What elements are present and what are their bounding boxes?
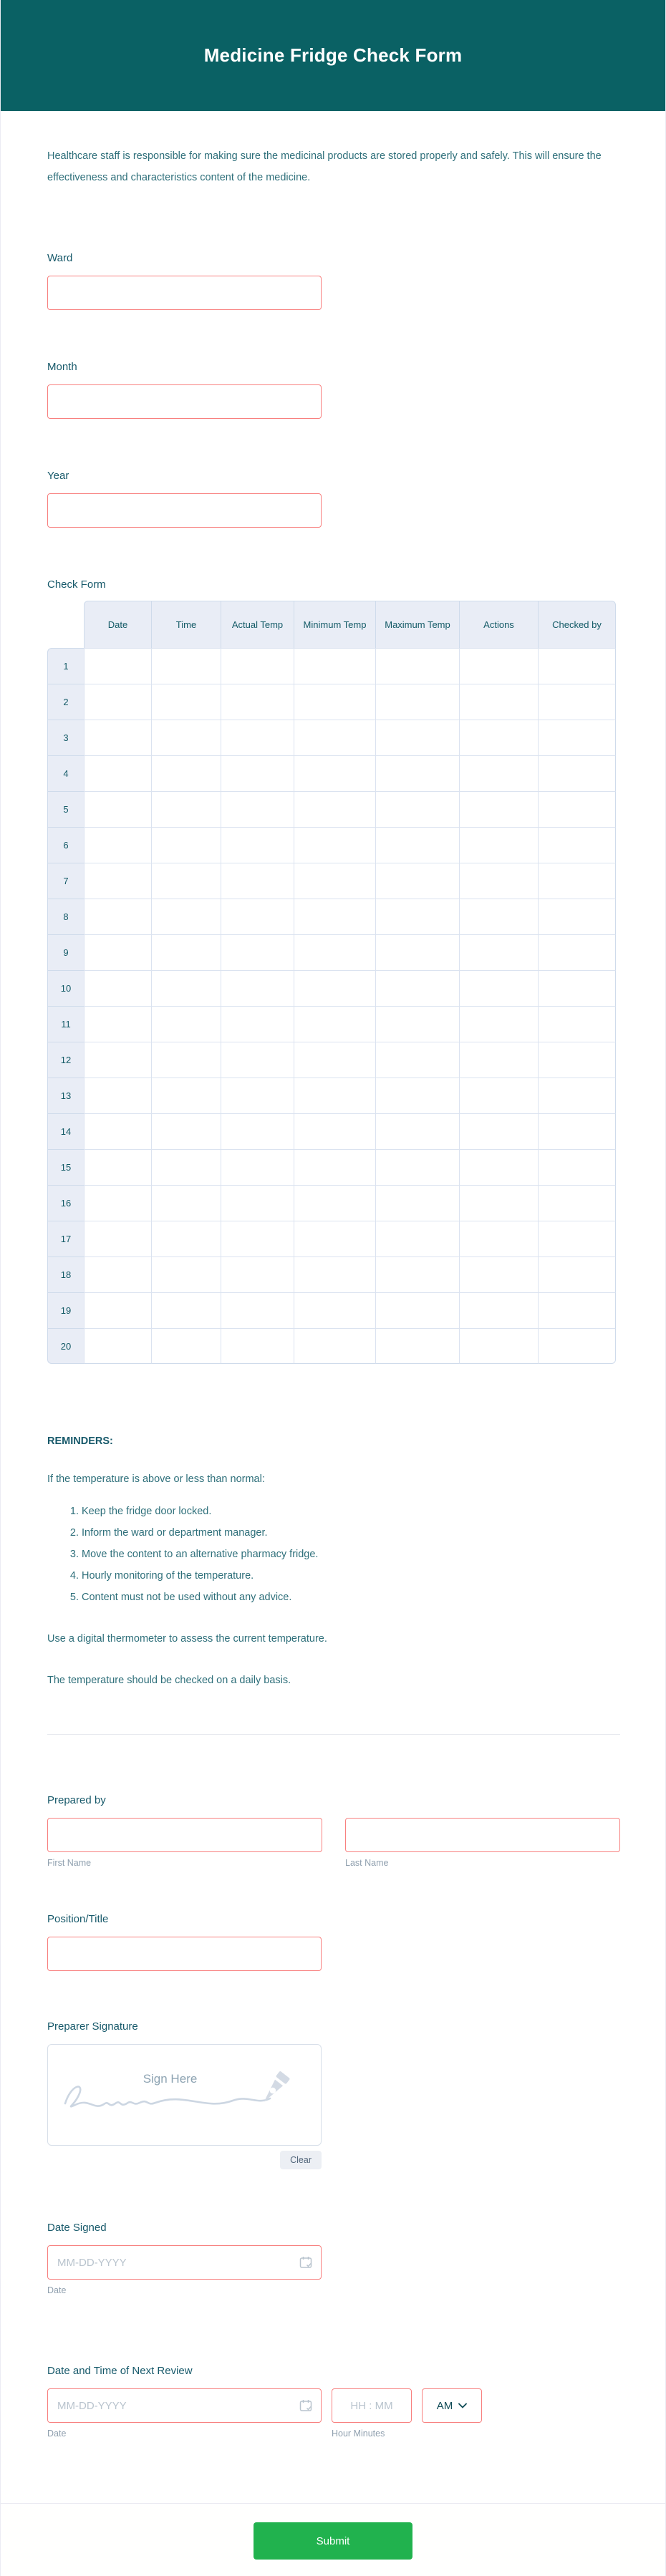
check-cell-date[interactable] [84, 1113, 151, 1149]
check-cell-date[interactable] [84, 934, 151, 970]
row-number: 13 [47, 1078, 84, 1113]
row-number: 6 [47, 827, 84, 863]
row-number: 7 [47, 863, 84, 899]
reminders-intro: If the temperature is above or less than normal: [47, 1473, 265, 1485]
section-divider [47, 1734, 620, 1735]
check-cell-time[interactable] [151, 863, 221, 899]
table-row [47, 899, 616, 934]
check-cell-actions[interactable] [459, 1078, 538, 1113]
check-cell-actual-temp[interactable] [221, 1078, 294, 1113]
table-row [47, 755, 616, 791]
check-cell-maximum-temp[interactable] [375, 863, 459, 899]
row-number: 11 [47, 1006, 84, 1042]
check-cell-minimum-temp[interactable] [294, 863, 375, 899]
check-cell-actions[interactable] [459, 1006, 538, 1042]
form-body [1, 111, 665, 2503]
next-review-sublabels [47, 2429, 619, 2439]
reminder-item: 4. Hourly monitoring of the temperature. [82, 1565, 619, 1587]
check-cell-actions[interactable] [459, 684, 538, 720]
ward-label: Ward [47, 252, 73, 264]
check-cell-minimum-temp[interactable] [294, 1185, 375, 1221]
next-review-label: Date and Time of Next Review [47, 2365, 193, 2377]
check-cell-date[interactable] [84, 791, 151, 827]
check-cell-actions[interactable] [459, 1256, 538, 1292]
month-input[interactable] [47, 384, 322, 419]
row-number: 1 [47, 648, 84, 684]
check-cell-actual-temp[interactable] [221, 863, 294, 899]
check-cell-time[interactable] [151, 1113, 221, 1149]
check-cell-actions[interactable] [459, 1113, 538, 1149]
check-cell-minimum-temp[interactable] [294, 827, 375, 863]
table-row [47, 1292, 616, 1328]
check-cell-time[interactable] [151, 899, 221, 934]
check-cell-minimum-temp[interactable] [294, 899, 375, 934]
check-cell-time[interactable] [151, 1078, 221, 1113]
check-cell-actual-temp[interactable] [221, 1149, 294, 1185]
check-cell-maximum-temp[interactable] [375, 1149, 459, 1185]
table-row [47, 970, 616, 1006]
check-cell-date[interactable] [84, 899, 151, 934]
check-cell-minimum-temp[interactable] [294, 755, 375, 791]
first-name-sublabel: First Name [47, 1858, 92, 1868]
check-cell-actual-temp[interactable] [221, 1185, 294, 1221]
check-cell-actions[interactable] [459, 1328, 538, 1364]
row-number: 8 [47, 899, 84, 934]
year-field [47, 469, 619, 528]
table-row [47, 1185, 616, 1221]
check-cell-actions[interactable] [459, 648, 538, 684]
check-cell-checked-by[interactable] [538, 1078, 616, 1113]
check-cell-date[interactable] [84, 1042, 151, 1078]
check-cell-date[interactable] [84, 863, 151, 899]
date-signed-sublabel: Date [47, 2285, 67, 2295]
check-cell-minimum-temp[interactable] [294, 1149, 375, 1185]
check-cell-time[interactable] [151, 1256, 221, 1292]
check-cell-maximum-temp[interactable] [375, 755, 459, 791]
year-input[interactable] [47, 493, 322, 528]
check-cell-actions[interactable] [459, 899, 538, 934]
next-review-row [47, 2388, 619, 2423]
check-form-table [47, 601, 616, 1364]
row-number: 19 [47, 1292, 84, 1328]
check-cell-maximum-temp[interactable] [375, 720, 459, 755]
check-cell-minimum-temp[interactable] [294, 1256, 375, 1292]
row-number: 14 [47, 1113, 84, 1149]
date-signed-field [47, 2221, 619, 2295]
check-cell-checked-by[interactable] [538, 1149, 616, 1185]
check-cell-minimum-temp[interactable] [294, 648, 375, 684]
check-cell-date[interactable] [84, 1185, 151, 1221]
check-cell-time[interactable] [151, 648, 221, 684]
check-table-header [47, 601, 616, 648]
check-cell-actual-temp[interactable] [221, 1328, 294, 1364]
check-cell-time[interactable] [151, 1149, 221, 1185]
column-header-checked-by: Checked by [538, 601, 616, 648]
last-name-input[interactable] [345, 1818, 620, 1852]
table-row [47, 1328, 616, 1364]
check-cell-minimum-temp[interactable] [294, 791, 375, 827]
check-cell-checked-by[interactable] [538, 1113, 616, 1149]
calendar-icon[interactable] [299, 2398, 313, 2413]
ward-field [47, 251, 619, 310]
check-cell-maximum-temp[interactable] [375, 791, 459, 827]
check-cell-date[interactable] [84, 970, 151, 1006]
table-row [47, 934, 616, 970]
check-form-section [47, 578, 619, 1364]
check-cell-minimum-temp[interactable] [294, 934, 375, 970]
row-number: 15 [47, 1149, 84, 1185]
last-name-col [345, 1818, 620, 1868]
check-cell-actual-temp[interactable] [221, 1292, 294, 1328]
column-header-actual-temp: Actual Temp [221, 601, 294, 648]
check-cell-checked-by[interactable] [538, 720, 616, 755]
check-cell-date[interactable] [84, 1078, 151, 1113]
check-cell-maximum-temp[interactable] [375, 1078, 459, 1113]
check-cell-maximum-temp[interactable] [375, 648, 459, 684]
check-cell-minimum-temp[interactable] [294, 1078, 375, 1113]
check-cell-time[interactable] [151, 1221, 221, 1256]
check-cell-checked-by[interactable] [538, 863, 616, 899]
date-signed-wrap [47, 2245, 322, 2280]
table-row [47, 1149, 616, 1185]
check-cell-checked-by[interactable] [538, 970, 616, 1006]
name-row [47, 1818, 619, 1868]
check-cell-checked-by[interactable] [538, 899, 616, 934]
page-title: Medicine Fridge Check Form [203, 44, 463, 66]
ampm-value: AM [436, 2399, 453, 2412]
table-row [47, 648, 616, 684]
column-header-actions: Actions [459, 601, 538, 648]
check-cell-checked-by[interactable] [538, 755, 616, 791]
check-cell-checked-by[interactable] [538, 934, 616, 970]
row-number: 9 [47, 934, 84, 970]
prepared-by-field [47, 1793, 619, 1868]
row-number: 17 [47, 1221, 84, 1256]
row-number: 4 [47, 755, 84, 791]
reminder-item: 3. Move the content to an alternative pharmacy fridge. [82, 1544, 619, 1565]
position-title-label: Position/Title [47, 1913, 109, 1925]
month-label: Month [47, 361, 77, 373]
table-row [47, 1113, 616, 1149]
check-table-body [47, 648, 616, 1364]
check-cell-actual-temp[interactable] [221, 648, 294, 684]
check-cell-checked-by[interactable] [538, 827, 616, 863]
check-cell-actual-temp[interactable] [221, 1221, 294, 1256]
check-cell-actual-temp[interactable] [221, 791, 294, 827]
reminder-item: 1. Keep the fridge door locked. [82, 1501, 619, 1522]
check-cell-actions[interactable] [459, 1149, 538, 1185]
check-cell-time[interactable] [151, 934, 221, 970]
column-header-time: Time [151, 601, 221, 648]
reminders-heading: REMINDERS: [47, 1435, 113, 1447]
table-row [47, 1042, 616, 1078]
date-signed-input[interactable] [47, 2245, 322, 2280]
row-number: 16 [47, 1185, 84, 1221]
check-cell-time[interactable] [151, 755, 221, 791]
check-cell-date[interactable] [84, 1256, 151, 1292]
check-cell-checked-by[interactable] [538, 1292, 616, 1328]
check-cell-checked-by[interactable] [538, 1328, 616, 1364]
check-cell-actions[interactable] [459, 1221, 538, 1256]
form-header [1, 0, 665, 111]
column-header-maximum-temp: Maximum Temp [375, 601, 459, 648]
first-name-col [47, 1818, 322, 1868]
check-cell-minimum-temp[interactable] [294, 1221, 375, 1256]
check-cell-date[interactable] [84, 1292, 151, 1328]
reminders-note-1: Use a digital thermometer to assess the current temperature. [47, 1633, 327, 1645]
signature-pad[interactable] [47, 2044, 322, 2146]
check-cell-time[interactable] [151, 720, 221, 755]
check-cell-actions[interactable] [459, 720, 538, 755]
row-number: 5 [47, 791, 84, 827]
check-cell-time[interactable] [151, 1185, 221, 1221]
check-cell-maximum-temp[interactable] [375, 1113, 459, 1149]
check-cell-date[interactable] [84, 1149, 151, 1185]
check-cell-date[interactable] [84, 684, 151, 720]
table-row [47, 863, 616, 899]
check-cell-maximum-temp[interactable] [375, 899, 459, 934]
year-label: Year [47, 470, 69, 482]
row-number: 20 [47, 1328, 84, 1364]
position-title-field [47, 1912, 619, 1971]
check-cell-time[interactable] [151, 827, 221, 863]
check-cell-actions[interactable] [459, 827, 538, 863]
check-cell-time[interactable] [151, 684, 221, 720]
table-row [47, 1256, 616, 1292]
check-cell-checked-by[interactable] [538, 1006, 616, 1042]
check-cell-date[interactable] [84, 827, 151, 863]
check-cell-maximum-temp[interactable] [375, 1221, 459, 1256]
check-cell-actual-temp[interactable] [221, 970, 294, 1006]
reminder-item: 2. Inform the ward or department manager. [82, 1522, 619, 1544]
prepared-by-label: Prepared by [47, 1794, 106, 1806]
check-cell-date[interactable] [84, 755, 151, 791]
column-header-date: Date [84, 601, 151, 648]
check-cell-time[interactable] [151, 1292, 221, 1328]
calendar-icon[interactable] [299, 2255, 313, 2270]
first-name-input[interactable] [47, 1818, 322, 1852]
check-cell-minimum-temp[interactable] [294, 1042, 375, 1078]
next-review-date-sublabel: Date [47, 2429, 67, 2439]
check-cell-time[interactable] [151, 791, 221, 827]
check-cell-minimum-temp[interactable] [294, 1006, 375, 1042]
next-review-time-input[interactable] [332, 2388, 412, 2423]
check-cell-actions[interactable] [459, 755, 538, 791]
check-cell-actual-temp[interactable] [221, 1256, 294, 1292]
check-cell-maximum-temp[interactable] [375, 1292, 459, 1328]
signature-squiggle-and-pen-icon [55, 2066, 313, 2124]
check-cell-time[interactable] [151, 970, 221, 1006]
check-cell-date[interactable] [84, 1006, 151, 1042]
check-form-label: Check Form [47, 578, 106, 591]
corner-cell [47, 601, 84, 648]
check-cell-actions[interactable] [459, 863, 538, 899]
column-header-minimum-temp: Minimum Temp [294, 601, 375, 648]
sign-here-hint: Sign Here [143, 2072, 198, 2086]
row-number: 18 [47, 1256, 84, 1292]
table-row [47, 1078, 616, 1113]
check-cell-actual-temp[interactable] [221, 1042, 294, 1078]
check-cell-date[interactable] [84, 1328, 151, 1364]
check-cell-maximum-temp[interactable] [375, 970, 459, 1006]
check-cell-maximum-temp[interactable] [375, 827, 459, 863]
reminders-list [82, 1501, 619, 1608]
reminder-item: 5. Content must not be used without any advice. [82, 1587, 619, 1608]
check-cell-checked-by[interactable] [538, 791, 616, 827]
check-cell-checked-by[interactable] [538, 684, 616, 720]
month-field [47, 360, 619, 419]
check-cell-actual-temp[interactable] [221, 827, 294, 863]
check-cell-actual-temp[interactable] [221, 684, 294, 720]
check-cell-actual-temp[interactable] [221, 720, 294, 755]
check-cell-actual-temp[interactable] [221, 1113, 294, 1149]
check-cell-actions[interactable] [459, 970, 538, 1006]
check-cell-date[interactable] [84, 1221, 151, 1256]
row-number: 10 [47, 970, 84, 1006]
table-row [47, 720, 616, 755]
preparer-signature-field [47, 2020, 619, 2169]
check-cell-minimum-temp[interactable] [294, 684, 375, 720]
next-review-field [47, 2364, 619, 2439]
check-cell-actions[interactable] [459, 1292, 538, 1328]
check-cell-checked-by[interactable] [538, 1185, 616, 1221]
check-cell-checked-by[interactable] [538, 1221, 616, 1256]
check-cell-actions[interactable] [459, 1185, 538, 1221]
submit-section [1, 2503, 665, 2576]
check-cell-minimum-temp[interactable] [294, 720, 375, 755]
table-row [47, 791, 616, 827]
check-cell-actual-temp[interactable] [221, 755, 294, 791]
check-cell-maximum-temp[interactable] [375, 934, 459, 970]
row-number: 2 [47, 684, 84, 720]
date-signed-label: Date Signed [47, 2222, 107, 2234]
check-cell-maximum-temp[interactable] [375, 1006, 459, 1042]
intro-text: Healthcare staff is responsible for making sure the medicinal products are stored properly and safely. This will ensure the effectiveness and characteristics content of the medicine. [47, 150, 602, 183]
check-cell-maximum-temp[interactable] [375, 1042, 459, 1078]
check-cell-maximum-temp[interactable] [375, 1256, 459, 1292]
row-number: 12 [47, 1042, 84, 1078]
clear-row [47, 2146, 322, 2169]
next-review-time-sublabel: Hour Minutes [332, 2429, 385, 2439]
check-cell-actions[interactable] [459, 934, 538, 970]
check-cell-maximum-temp[interactable] [375, 1328, 459, 1364]
table-row [47, 1221, 616, 1256]
clear-signature-button[interactable]: Clear [280, 2151, 322, 2169]
check-cell-time[interactable] [151, 1328, 221, 1364]
reminders-note-2: The temperature should be checked on a daily basis. [47, 1675, 291, 1686]
check-cell-date[interactable] [84, 648, 151, 684]
check-cell-actual-temp[interactable] [221, 899, 294, 934]
next-review-date-wrap [47, 2388, 322, 2423]
ampm-select[interactable] [422, 2388, 482, 2423]
check-cell-checked-by[interactable] [538, 1042, 616, 1078]
row-number: 3 [47, 720, 84, 755]
position-title-input[interactable] [47, 1937, 322, 1971]
ward-input[interactable] [47, 276, 322, 310]
check-cell-checked-by[interactable] [538, 1256, 616, 1292]
check-cell-maximum-temp[interactable] [375, 1185, 459, 1221]
check-cell-minimum-temp[interactable] [294, 1292, 375, 1328]
last-name-sublabel: Last Name [345, 1858, 389, 1868]
check-cell-minimum-temp[interactable] [294, 1113, 375, 1149]
submit-button[interactable]: Submit [254, 2522, 412, 2560]
check-cell-minimum-temp[interactable] [294, 970, 375, 1006]
check-cell-actual-temp[interactable] [221, 1006, 294, 1042]
table-row [47, 684, 616, 720]
check-cell-actual-temp[interactable] [221, 934, 294, 970]
check-cell-time[interactable] [151, 1042, 221, 1078]
check-cell-maximum-temp[interactable] [375, 684, 459, 720]
chevron-down-icon [458, 2403, 467, 2408]
check-cell-date[interactable] [84, 720, 151, 755]
check-cell-actions[interactable] [459, 1042, 538, 1078]
check-cell-minimum-temp[interactable] [294, 1328, 375, 1364]
check-cell-checked-by[interactable] [538, 648, 616, 684]
next-review-date-input[interactable] [47, 2388, 322, 2423]
check-cell-actions[interactable] [459, 791, 538, 827]
check-cell-time[interactable] [151, 1006, 221, 1042]
preparer-signature-label: Preparer Signature [47, 2020, 138, 2033]
table-row [47, 827, 616, 863]
table-row [47, 1006, 616, 1042]
